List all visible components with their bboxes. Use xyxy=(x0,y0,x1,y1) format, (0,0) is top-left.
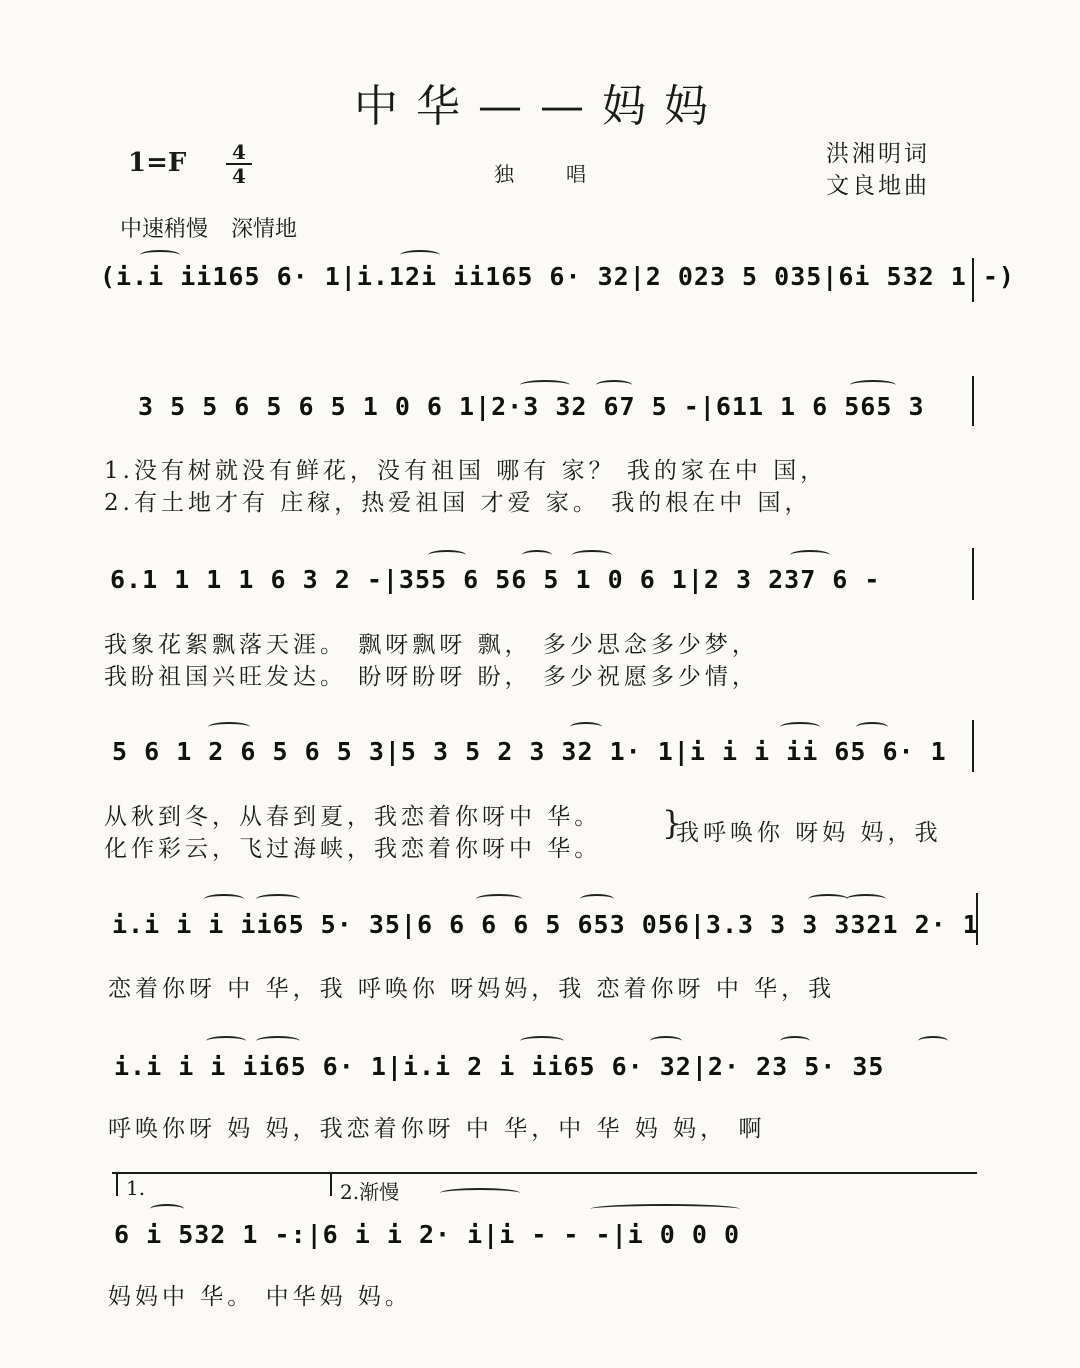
ending-bracket-2 xyxy=(330,1172,332,1196)
slur xyxy=(256,894,300,904)
lyricist: 洪湘明词 xyxy=(826,141,930,167)
slur xyxy=(522,550,552,560)
barline xyxy=(972,376,974,426)
slur xyxy=(440,1188,520,1198)
time-signature-bottom: 4 xyxy=(232,164,246,188)
system-4-lyrics-2: 化作彩云，飞过海峡，我恋着你呀中 华。 xyxy=(104,836,602,862)
slur xyxy=(580,894,614,904)
barline xyxy=(972,548,974,600)
system-2-notes: 3 5 5 6 5 6 5 1 0 6 1|2·3 32 67 5 -|611 1 6 565 3 xyxy=(138,392,925,421)
slur xyxy=(400,250,440,260)
slur xyxy=(780,1036,810,1046)
slur xyxy=(428,550,466,560)
slur xyxy=(520,1036,564,1046)
slur xyxy=(204,894,244,904)
system-2-lyrics-2: 2.有土地才有 庄稼，热爱祖国 才爱 家。 我的根在中 国， xyxy=(104,490,812,516)
system-3-notes: 6.1 1 1 1 6 3 2 -|355 6 56 5 1 0 6 1|2 3 237 6 - xyxy=(110,565,881,594)
system-4-lyrics-1: 从秋到冬，从春到夏，我恋着你呀中 华。 xyxy=(104,804,602,830)
time-signature-top: 4 xyxy=(232,140,246,164)
time-signature xyxy=(226,142,252,186)
ending-bracket-line xyxy=(112,1172,977,1174)
system-3-lyrics-2: 我盼祖国兴旺发达。 盼呀盼呀 盼， 多少祝愿多少情， xyxy=(104,664,759,690)
tempo-marking: 中速稍慢 深情地 xyxy=(120,217,297,242)
slur xyxy=(918,1036,948,1046)
system-4-notes: 5 6 1 2 6 5 6 5 3|5 3 5 2 3 32 1· 1|i i i ii 65 6· 1 xyxy=(112,737,947,766)
system-5-lyrics: 恋着你呀 中 华，我 呼唤你 呀妈妈，我 恋着你呀 中 华，我 xyxy=(108,976,836,1002)
slur xyxy=(520,380,570,390)
slur xyxy=(572,550,612,560)
slur xyxy=(150,1204,184,1214)
system-1-notes: (i.i ii165 6· 1|i.12i ii165 6· 32|2 023 5 035|6i 532 1 -) xyxy=(100,262,1015,291)
slur xyxy=(780,722,820,732)
system-6-notes: i.i i i ii65 6· 1|i.i 2 i ii65 6· 32|2· 23 5· 35 xyxy=(114,1052,885,1081)
performance-type: 独唱 xyxy=(494,162,638,186)
slur xyxy=(476,894,522,904)
key-signature: 1=F xyxy=(128,148,187,178)
slur xyxy=(140,250,180,260)
system-6-lyrics: 呼唤你呀 妈 妈，我恋着你呀 中 华，中 华 妈 妈， 啊 xyxy=(108,1116,766,1142)
system-5-notes: i.i i i ii65 5· 35|6 6 6 6 5 653 056|3.3 3 3 3321 2· 1 xyxy=(112,910,979,939)
ending-bracket-1 xyxy=(116,1172,118,1196)
slur xyxy=(256,1036,300,1046)
credits xyxy=(826,138,930,202)
repeat-brace-icon: } xyxy=(662,804,687,842)
composer: 文良地曲 xyxy=(826,173,930,199)
barline xyxy=(972,720,974,772)
system-4-side-lyric: 我呼唤你 呀妈 妈，我 xyxy=(676,820,942,846)
slur xyxy=(808,894,848,904)
slur xyxy=(596,380,632,390)
system-7-notes: 6 i 532 1 -:|6 i i 2· i|i - - -|i 0 0 0 xyxy=(114,1220,740,1249)
song-title: 中华——妈妈 xyxy=(354,81,726,132)
system-7-lyrics: 妈妈中 华。 中华妈 妈。 xyxy=(108,1284,412,1310)
slur xyxy=(856,722,888,732)
slur xyxy=(846,894,886,904)
barline xyxy=(972,258,974,302)
system-3-lyrics-1: 我象花絮飘落天涯。 飘呀飘呀 飘， 多少思念多少梦， xyxy=(104,632,759,658)
barline xyxy=(976,893,978,945)
slur xyxy=(570,722,602,732)
second-ending-label: 2.渐慢 xyxy=(340,1180,400,1204)
slur xyxy=(208,722,250,732)
slur xyxy=(650,1036,682,1046)
system-2-lyrics-1: 1.没有树就没有鲜花，没有祖国 哪有 家？ 我的家在中 国， xyxy=(104,458,828,484)
slur xyxy=(206,1036,246,1046)
slur xyxy=(790,550,830,560)
tie xyxy=(590,1204,740,1214)
slur xyxy=(850,380,896,390)
first-ending-label: 1. xyxy=(126,1176,146,1200)
